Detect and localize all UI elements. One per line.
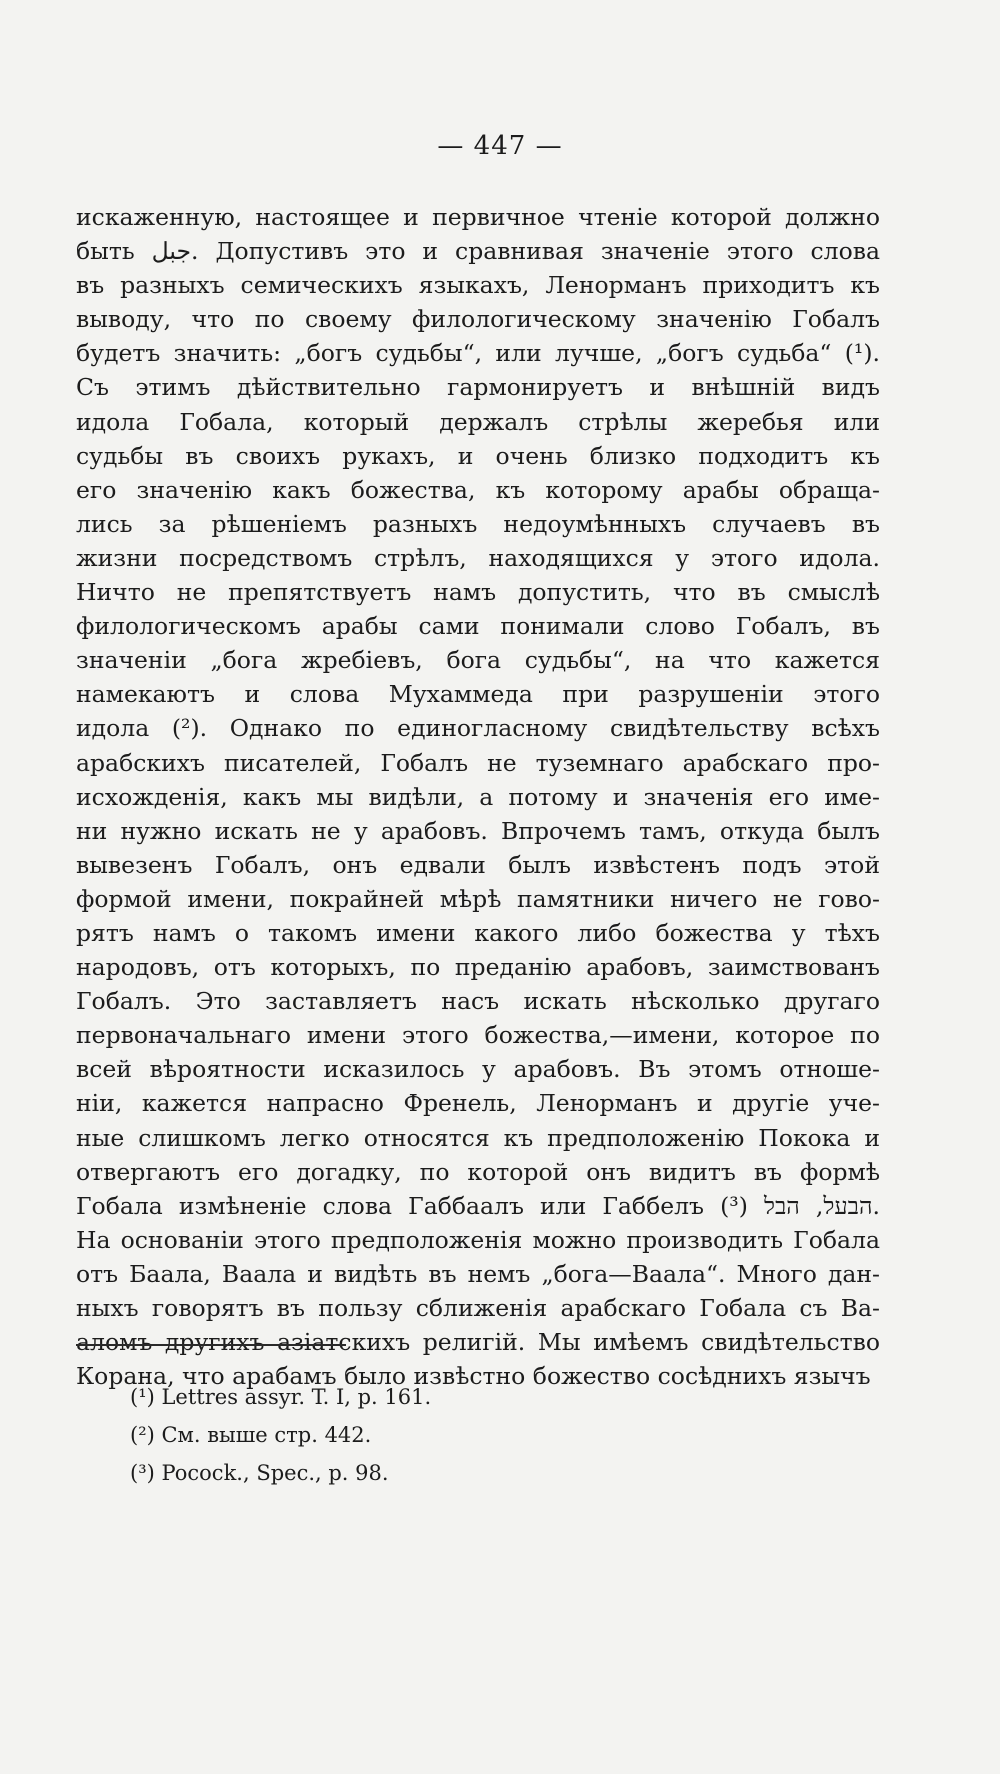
text-line: будетъ значить: „богъ судьбы“, или лучше, „богъ судьба“ (¹). — [76, 339, 880, 368]
text-line: народовъ, отъ которыхъ, по преданію арабовъ, заимствованъ — [76, 953, 880, 982]
text-line: ныхъ говорятъ въ пользу сближенія арабскаго Гобала съ Ва- — [76, 1294, 880, 1322]
text-line: ные слишкомъ легко относятся къ предположенію Покока и — [76, 1123, 880, 1152]
text-line: рятъ намъ о такомъ имени какого либо божества у тѣхъ — [76, 918, 880, 947]
text-line: Ничто не препятствуетъ намъ допустить, что въ смыслѣ — [76, 578, 880, 607]
text-line: арабскихъ писателей, Гобалъ не туземнаго арабскаго про- — [76, 748, 880, 777]
text-line: исхожденія, какъ мы видѣли, а потому и значенія его име- — [76, 782, 880, 811]
text-line: аломъ другихъ азіатскихъ религій. Мы имѣемъ свидѣтельство — [76, 1328, 880, 1357]
text-line: филологическомъ арабы сами понимали слово Гобалъ, въ — [76, 612, 880, 641]
text-line: Корана, что арабамъ было извѣстно божество сосѣднихъ язычъ — [76, 1362, 871, 1391]
text-line: отвергаютъ его догадку, по которой онъ видитъ въ формѣ — [76, 1157, 880, 1186]
footnotes — [130, 1378, 890, 1492]
text-line: намекаютъ и слова Мухаммеда при разрушеніи этого — [76, 680, 880, 709]
text-line: Гобалъ. Это заставляетъ насъ искать нѣсколько другаго — [76, 987, 880, 1016]
text-line: формой имени, покрайней мѣрѣ памятники ничего не гово- — [76, 884, 880, 913]
text-line: первоначальнаго имени этого божества,—имени, которое по — [76, 1021, 880, 1050]
text-line: жизни посредствомъ стрѣлъ, находящихся у этого идола. — [76, 543, 880, 572]
text-line: ни нужно искать не у арабовъ. Впрочемъ тамъ, откуда былъ — [76, 816, 880, 845]
footnote-3: (³) Pocock., Spec., p. 98. — [130, 1461, 389, 1485]
body-text — [76, 200, 880, 1393]
text-line: искаженную, настоящее и первичное чтеніе которой должно — [76, 203, 880, 231]
text-line: На основаніи этого предположенія можно производить Гобала — [76, 1225, 880, 1254]
text-line: судьбы въ своихъ рукахъ, и очень близко подходитъ къ — [76, 441, 880, 470]
text-line: отъ Баала, Ваала и видѣть въ немъ „бога—Ваала“. Много дан- — [76, 1259, 880, 1288]
text-line: лись за рѣшеніемъ разныхъ недоумѣнныхъ случаевъ въ — [76, 509, 880, 538]
text-line: его значенію какъ божества, къ которому арабы обраща- — [76, 475, 880, 504]
footnote-2: (²) См. выше стр. 442. — [130, 1423, 372, 1447]
text-line: значеніи „бога жребіевъ, бога судьбы“, на что кажется — [76, 646, 880, 675]
text-line: вывезенъ Гобалъ, онъ едвали былъ извѣстенъ подъ этой — [76, 850, 880, 879]
page-number: — 447 — — [437, 131, 563, 161]
text-line: Съ этимъ дѣйствительно гармонируетъ и внѣшній видъ — [76, 373, 880, 402]
text-line: идола (²). Однако по единогласному свидѣтельству всѣхъ — [76, 714, 880, 743]
footnote-divider — [76, 1344, 346, 1346]
footnote-1: (¹) Lettres assyr. T. I, p. 161. — [130, 1385, 432, 1409]
text-line: идола Гобала, который держалъ стрѣлы жеребья или — [76, 407, 880, 436]
text-line: ніи, кажется напрасно Френель, Ленорманъ и другіе уче- — [76, 1089, 880, 1118]
text-line: выводу, что по своему филологическому значенію Гобалъ — [76, 305, 880, 334]
text-line: въ разныхъ семическихъ языкахъ, Ленорманъ приходитъ къ — [76, 271, 880, 300]
text-line: быть جبل. Допустивъ это и сравнивая значеніе этого слова — [76, 237, 880, 266]
text-line: всей вѣроятности исказилось у арабовъ. Въ этомъ отноше- — [76, 1055, 880, 1084]
text-line: Гобала измѣненіе слова Габбаалъ или Габбелъ הבעל, הבל (³). — [76, 1191, 880, 1220]
